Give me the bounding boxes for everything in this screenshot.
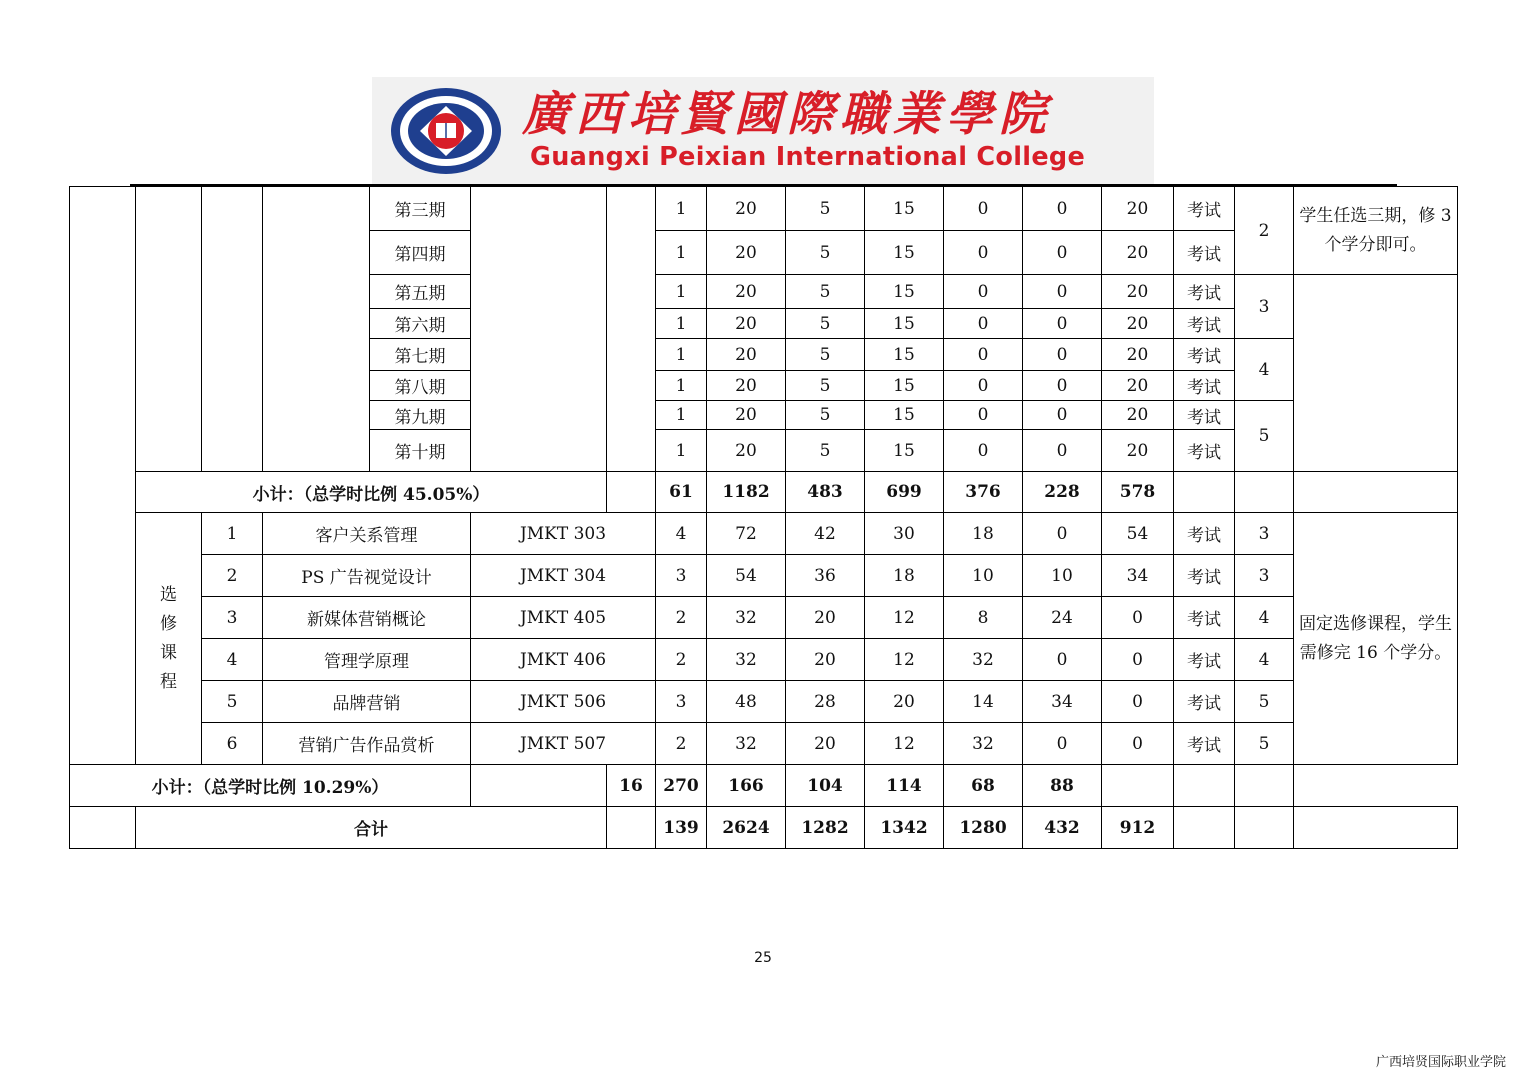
course-code: JMKT 507 xyxy=(471,723,656,765)
value-cell: 20 xyxy=(707,187,786,231)
semester-cell: 5 xyxy=(1235,681,1294,723)
value-cell: 114 xyxy=(865,765,944,807)
table-row xyxy=(70,681,1458,723)
value-cell: 34 xyxy=(1023,681,1102,723)
term-cell: 第三期 xyxy=(370,187,471,231)
semester-cell: 3 xyxy=(1235,275,1294,339)
value-cell: 20 xyxy=(707,401,786,430)
value-cell: 20 xyxy=(786,723,865,765)
value-cell: 15 xyxy=(865,309,944,339)
value-cell: 16 xyxy=(607,765,656,807)
value-cell: 1 xyxy=(656,275,707,309)
value-cell: 2 xyxy=(656,723,707,765)
table-cell xyxy=(607,807,656,849)
subtotal-row xyxy=(70,472,1458,513)
value-cell: 18 xyxy=(865,555,944,597)
course-number: 1 xyxy=(202,513,263,555)
value-cell: 3 xyxy=(656,555,707,597)
table-row xyxy=(70,723,1458,765)
value-cell: 20 xyxy=(707,430,786,472)
value-cell: 15 xyxy=(865,339,944,371)
value-cell: 20 xyxy=(707,275,786,309)
table-cell xyxy=(1294,275,1458,472)
term-cell: 第四期 xyxy=(370,231,471,275)
semester-cell: 5 xyxy=(1235,723,1294,765)
term-cell: 第十期 xyxy=(370,430,471,472)
value-cell: 20 xyxy=(865,681,944,723)
value-cell: 5 xyxy=(786,371,865,401)
course-name: 品牌营销 xyxy=(263,681,471,723)
elective-group-label-text: 选修课程 xyxy=(160,584,177,692)
value-cell: 5 xyxy=(786,339,865,371)
value-cell: 2 xyxy=(656,597,707,639)
table-cell xyxy=(1294,472,1458,513)
value-cell: 4 xyxy=(656,513,707,555)
subtotal-label: 小计：（总学时比例 45.05%） xyxy=(136,472,607,513)
value-cell: 20 xyxy=(1102,401,1174,430)
value-cell: 8 xyxy=(944,597,1023,639)
course-name: 管理学原理 xyxy=(263,639,471,681)
course-code: JMKT 506 xyxy=(471,681,656,723)
footer-text: 广西培贤国际职业学院 xyxy=(1375,1055,1506,1070)
value-cell: 15 xyxy=(865,231,944,275)
table-row xyxy=(70,597,1458,639)
college-banner xyxy=(372,77,1154,185)
value-cell: 3 xyxy=(656,681,707,723)
value-cell: 699 xyxy=(865,472,944,513)
semester-cell: 3 xyxy=(1235,513,1294,555)
value-cell: 0 xyxy=(1102,597,1174,639)
value-cell: 18 xyxy=(944,513,1023,555)
value-cell: 15 xyxy=(865,430,944,472)
total-row xyxy=(70,807,1458,849)
course-code: JMKT 303 xyxy=(471,513,656,555)
value-cell: 24 xyxy=(1023,597,1102,639)
value-cell: 0 xyxy=(1023,187,1102,231)
value-cell: 15 xyxy=(865,401,944,430)
value-cell: 2 xyxy=(656,639,707,681)
value-cell: 0 xyxy=(1102,723,1174,765)
value-cell: 0 xyxy=(944,339,1023,371)
value-cell: 30 xyxy=(865,513,944,555)
term-cell: 第六期 xyxy=(370,309,471,339)
exam-cell: 考试 xyxy=(1174,275,1235,309)
value-cell: 0 xyxy=(1102,639,1174,681)
value-cell: 34 xyxy=(1102,555,1174,597)
value-cell: 0 xyxy=(1023,309,1102,339)
value-cell: 483 xyxy=(786,472,865,513)
course-name: PS 广告视觉设计 xyxy=(263,555,471,597)
term-note: 学生任选三期，修 3 个学分即可。 xyxy=(1294,187,1458,275)
value-cell: 578 xyxy=(1102,472,1174,513)
exam-cell: 考试 xyxy=(1174,513,1235,555)
table-cell xyxy=(607,472,656,513)
value-cell: 0 xyxy=(944,401,1023,430)
value-cell: 32 xyxy=(707,597,786,639)
value-cell: 20 xyxy=(1102,187,1174,231)
college-seal-logo xyxy=(390,87,502,175)
term-cell: 第八期 xyxy=(370,371,471,401)
course-code: JMKT 406 xyxy=(471,639,656,681)
value-cell: 104 xyxy=(786,765,865,807)
course-number: 2 xyxy=(202,555,263,597)
value-cell: 0 xyxy=(1023,339,1102,371)
value-cell: 88 xyxy=(1023,765,1102,807)
value-cell: 20 xyxy=(1102,275,1174,309)
value-cell: 20 xyxy=(707,309,786,339)
value-cell: 5 xyxy=(786,430,865,472)
table-cell xyxy=(1294,807,1458,849)
value-cell: 912 xyxy=(1102,807,1174,849)
value-cell: 1342 xyxy=(865,807,944,849)
table-cell xyxy=(263,187,370,472)
value-cell: 376 xyxy=(944,472,1023,513)
value-cell: 1182 xyxy=(707,472,786,513)
value-cell: 2624 xyxy=(707,807,786,849)
value-cell: 12 xyxy=(865,597,944,639)
value-cell: 5 xyxy=(786,187,865,231)
course-code: JMKT 304 xyxy=(471,555,656,597)
subtotal-row xyxy=(70,765,1458,807)
value-cell: 0 xyxy=(944,275,1023,309)
value-cell: 0 xyxy=(1023,513,1102,555)
college-name-english: Guangxi Peixian International College xyxy=(530,142,1086,172)
value-cell: 15 xyxy=(865,187,944,231)
exam-cell: 考试 xyxy=(1174,639,1235,681)
value-cell: 72 xyxy=(707,513,786,555)
table-cell xyxy=(70,187,136,765)
table-cell xyxy=(471,187,607,472)
exam-cell: 考试 xyxy=(1174,371,1235,401)
value-cell: 15 xyxy=(865,275,944,309)
exam-cell: 考试 xyxy=(1174,555,1235,597)
table-cell xyxy=(70,807,136,849)
table-cell xyxy=(1174,765,1235,807)
exam-cell: 考试 xyxy=(1174,430,1235,472)
course-number: 5 xyxy=(202,681,263,723)
value-cell: 32 xyxy=(944,723,1023,765)
value-cell: 1 xyxy=(656,371,707,401)
value-cell: 5 xyxy=(786,275,865,309)
table-row xyxy=(70,513,1458,555)
page-number: 25 xyxy=(754,950,772,966)
course-name: 营销广告作品赏析 xyxy=(263,723,471,765)
course-name: 客户关系管理 xyxy=(263,513,471,555)
value-cell: 1280 xyxy=(944,807,1023,849)
value-cell: 54 xyxy=(707,555,786,597)
value-cell: 0 xyxy=(944,371,1023,401)
exam-cell: 考试 xyxy=(1174,723,1235,765)
table-cell xyxy=(1235,765,1294,807)
value-cell: 36 xyxy=(786,555,865,597)
elective-group-label xyxy=(136,513,202,765)
value-cell: 61 xyxy=(656,472,707,513)
value-cell: 20 xyxy=(707,371,786,401)
value-cell: 1 xyxy=(656,187,707,231)
table-cell xyxy=(1235,807,1294,849)
value-cell: 10 xyxy=(944,555,1023,597)
exam-cell: 考试 xyxy=(1174,231,1235,275)
table-row xyxy=(70,187,1458,231)
value-cell: 1 xyxy=(656,401,707,430)
subtotal-label: 小计：（总学时比例 10.29%） xyxy=(70,765,471,807)
semester-cell: 4 xyxy=(1235,339,1294,401)
value-cell: 54 xyxy=(1102,513,1174,555)
value-cell: 0 xyxy=(944,187,1023,231)
value-cell: 1 xyxy=(656,309,707,339)
value-cell: 0 xyxy=(1023,430,1102,472)
value-cell: 12 xyxy=(865,639,944,681)
course-plan-table xyxy=(69,186,1458,849)
course-number: 4 xyxy=(202,639,263,681)
elective-note: 固定选修课程，学生需修完 16 个学分。 xyxy=(1294,513,1458,765)
value-cell: 0 xyxy=(1023,401,1102,430)
exam-cell: 考试 xyxy=(1174,401,1235,430)
term-cell: 第七期 xyxy=(370,339,471,371)
value-cell: 5 xyxy=(786,309,865,339)
table-cell xyxy=(1174,807,1235,849)
course-code: JMKT 405 xyxy=(471,597,656,639)
value-cell: 15 xyxy=(865,371,944,401)
semester-cell: 2 xyxy=(1235,187,1294,275)
value-cell: 0 xyxy=(944,430,1023,472)
table-cell xyxy=(607,187,656,472)
semester-cell: 4 xyxy=(1235,597,1294,639)
value-cell: 1 xyxy=(656,430,707,472)
value-cell: 1 xyxy=(656,339,707,371)
value-cell: 0 xyxy=(944,309,1023,339)
table-cell xyxy=(1174,472,1235,513)
value-cell: 1 xyxy=(656,231,707,275)
value-cell: 5 xyxy=(786,401,865,430)
value-cell: 0 xyxy=(944,231,1023,275)
value-cell: 32 xyxy=(944,639,1023,681)
course-number: 6 xyxy=(202,723,263,765)
total-label: 合计 xyxy=(136,807,607,849)
value-cell: 10 xyxy=(1023,555,1102,597)
course-name: 新媒体营销概论 xyxy=(263,597,471,639)
value-cell: 20 xyxy=(1102,430,1174,472)
exam-cell: 考试 xyxy=(1174,339,1235,371)
semester-cell: 4 xyxy=(1235,639,1294,681)
value-cell: 0 xyxy=(1023,275,1102,309)
semester-cell: 3 xyxy=(1235,555,1294,597)
exam-cell: 考试 xyxy=(1174,597,1235,639)
exam-cell: 考试 xyxy=(1174,681,1235,723)
value-cell: 0 xyxy=(1023,231,1102,275)
college-name-chinese: 廣西培賢國際職業學院 xyxy=(522,87,1052,142)
value-cell: 20 xyxy=(786,639,865,681)
value-cell: 166 xyxy=(707,765,786,807)
value-cell: 20 xyxy=(1102,231,1174,275)
value-cell: 228 xyxy=(1023,472,1102,513)
value-cell: 20 xyxy=(1102,339,1174,371)
value-cell: 1282 xyxy=(786,807,865,849)
course-number: 3 xyxy=(202,597,263,639)
value-cell: 20 xyxy=(786,597,865,639)
table-cell xyxy=(1102,765,1174,807)
table-cell xyxy=(136,187,202,472)
value-cell: 20 xyxy=(707,339,786,371)
term-cell: 第五期 xyxy=(370,275,471,309)
value-cell: 32 xyxy=(707,639,786,681)
term-cell: 第九期 xyxy=(370,401,471,430)
value-cell: 48 xyxy=(707,681,786,723)
table-cell xyxy=(471,765,607,807)
value-cell: 0 xyxy=(1023,639,1102,681)
value-cell: 32 xyxy=(707,723,786,765)
value-cell: 270 xyxy=(656,765,707,807)
value-cell: 68 xyxy=(944,765,1023,807)
exam-cell: 考试 xyxy=(1174,309,1235,339)
table-row xyxy=(70,639,1458,681)
value-cell: 0 xyxy=(1102,681,1174,723)
table-row xyxy=(70,555,1458,597)
value-cell: 20 xyxy=(1102,309,1174,339)
value-cell: 14 xyxy=(944,681,1023,723)
semester-cell: 5 xyxy=(1235,401,1294,472)
table-cell xyxy=(1235,472,1294,513)
table-cell xyxy=(202,187,263,472)
value-cell: 28 xyxy=(786,681,865,723)
exam-cell: 考试 xyxy=(1174,187,1235,231)
value-cell: 0 xyxy=(1023,723,1102,765)
value-cell: 12 xyxy=(865,723,944,765)
value-cell: 20 xyxy=(1102,371,1174,401)
value-cell: 0 xyxy=(1023,371,1102,401)
value-cell: 5 xyxy=(786,231,865,275)
value-cell: 139 xyxy=(656,807,707,849)
value-cell: 42 xyxy=(786,513,865,555)
value-cell: 20 xyxy=(707,231,786,275)
value-cell: 432 xyxy=(1023,807,1102,849)
